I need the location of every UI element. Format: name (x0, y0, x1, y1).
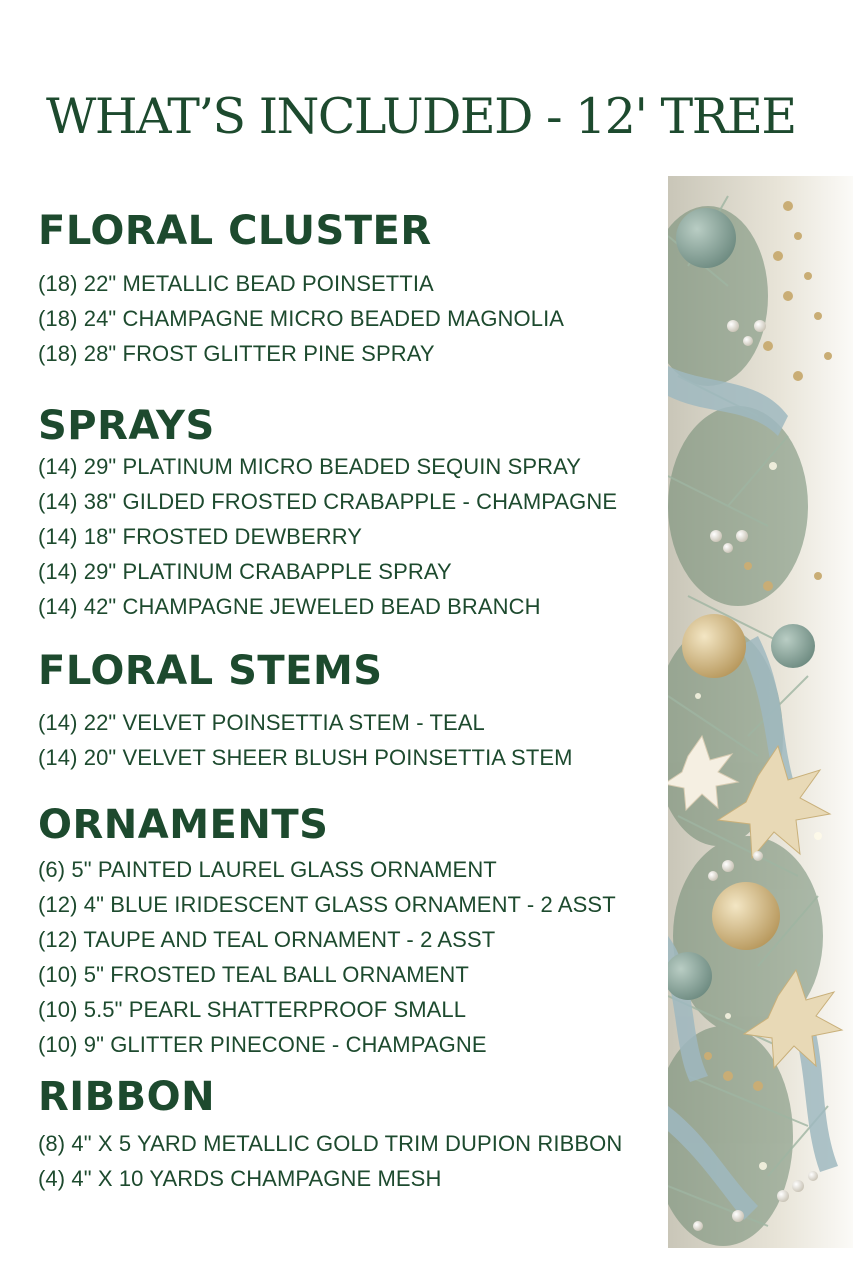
list-item: (4) 4" X 10 YARDS CHAMPAGNE MESH (38, 1166, 442, 1191)
section-heading: FLORAL STEMS (38, 648, 383, 694)
list-item: (14) 20" VELVET SHEER BLUSH POINSETTIA STEM (38, 745, 573, 770)
section-heading: SPRAYS (38, 403, 215, 449)
list-item: (12) 4" BLUE IRIDESCENT GLASS ORNAMENT - 2 ASST (38, 892, 616, 917)
list-item: (10) 5.5" PEARL SHATTERPROOF SMALL (38, 997, 467, 1022)
list-item: (10) 5" FROSTED TEAL BALL ORNAMENT (38, 962, 469, 987)
section-heading: RIBBON (38, 1074, 216, 1120)
section-heading: FLORAL CLUSTER (38, 208, 432, 254)
section-floral-cluster (38, 208, 658, 371)
tree-photo (668, 176, 853, 1248)
page-title: WHAT’S INCLUDED - 12' TREE (46, 88, 796, 145)
list-item: (10) 9" GLITTER PINECONE - CHAMPAGNE (38, 1032, 487, 1057)
list-item: (14) 38" GILDED FROSTED CRABAPPLE - CHAMPAGNE (38, 489, 618, 514)
list-item: (6) 5" PAINTED LAUREL GLASS ORNAMENT (38, 857, 497, 882)
list-item: (12) TAUPE AND TEAL ORNAMENT - 2 ASST (38, 927, 496, 952)
tree-photo-illustration (668, 176, 853, 1248)
section-ribbon (38, 1074, 658, 1196)
list-item: (14) 22" VELVET POINSETTIA STEM - TEAL (38, 710, 485, 735)
item-list (38, 705, 658, 775)
item-list (38, 266, 658, 371)
item-list (38, 852, 658, 1062)
list-item: (14) 29" PLATINUM CRABAPPLE SPRAY (38, 559, 452, 584)
list-item: (14) 18" FROSTED DEWBERRY (38, 524, 363, 549)
section-heading: ORNAMENTS (38, 802, 329, 848)
list-item: (8) 4" X 5 YARD METALLIC GOLD TRIM DUPION RIBBON (38, 1131, 623, 1156)
list-item: (18) 22" METALLIC BEAD POINSETTIA (38, 271, 434, 296)
section-sprays (38, 403, 658, 624)
list-item: (18) 24" CHAMPAGNE MICRO BEADED MAGNOLIA (38, 306, 565, 331)
section-floral-stems (38, 648, 658, 775)
item-list (38, 1126, 658, 1196)
section-ornaments (38, 802, 658, 1062)
list-item: (14) 29" PLATINUM MICRO BEADED SEQUIN SPRAY (38, 454, 582, 479)
list-item: (18) 28" FROST GLITTER PINE SPRAY (38, 341, 435, 366)
list-item: (14) 42" CHAMPAGNE JEWELED BEAD BRANCH (38, 594, 541, 619)
item-list (38, 449, 658, 624)
